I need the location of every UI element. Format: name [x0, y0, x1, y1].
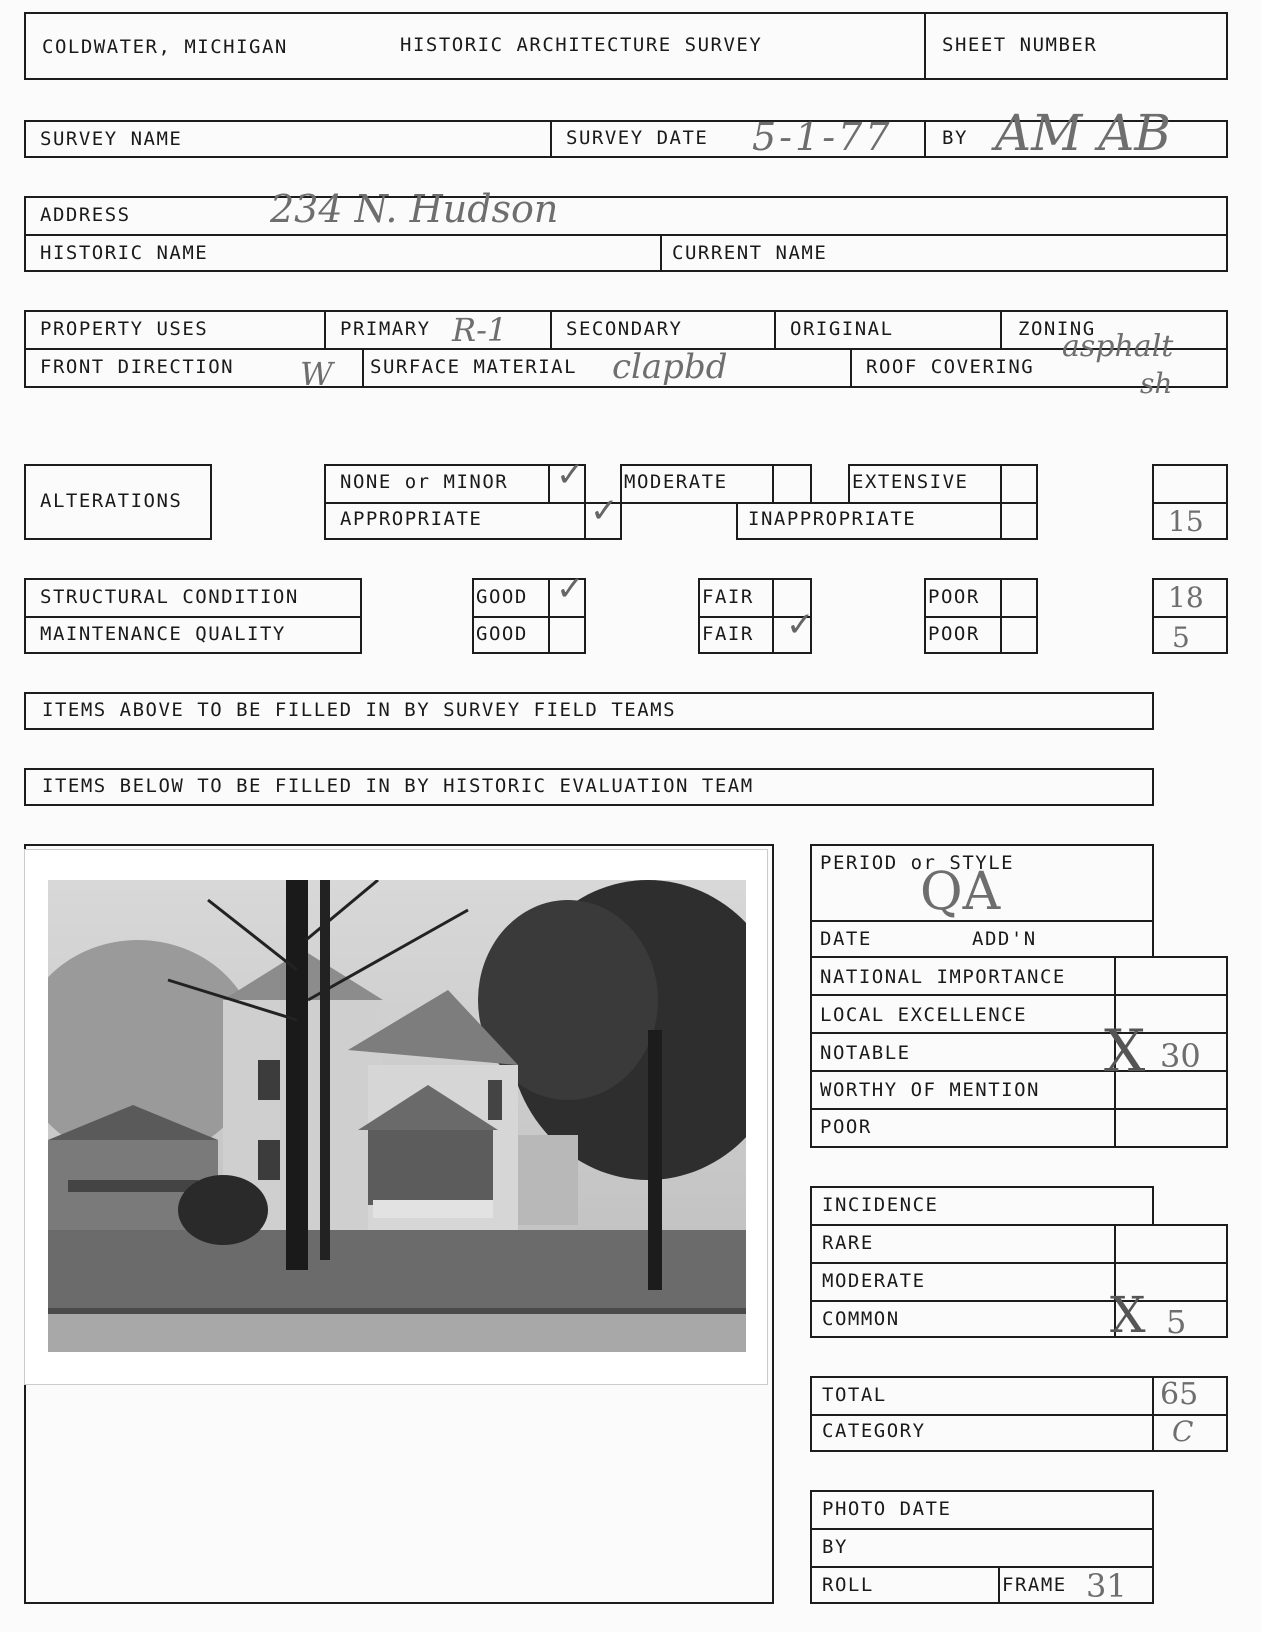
inappropriate-label: INAPPROPRIATE: [748, 508, 917, 530]
house-photo-image: [48, 880, 746, 1352]
extensive-label: EXTENSIVE: [852, 471, 969, 493]
prop-div-5: [362, 348, 364, 388]
poor-divider: [924, 616, 1038, 618]
items-below-note: ITEMS BELOW TO BE FILLED IN BY HISTORIC EVALUATION TEAM: [42, 775, 754, 797]
date-label: DATE: [820, 928, 872, 950]
items-above-note: ITEMS ABOVE TO BE FILLED IN BY SURVEY FIELD TEAMS: [42, 699, 677, 721]
sheet-number-label: SHEET NUMBER: [942, 34, 1098, 56]
front-direction-value[interactable]: W: [300, 355, 333, 393]
alterations-moderate-label: MODERATE: [624, 471, 728, 493]
frame-label: FRAME: [1002, 1574, 1067, 1596]
current-name-divider: [660, 234, 662, 272]
photo-date-label: PHOTO DATE: [822, 1498, 952, 1520]
good-checkcol: [548, 578, 550, 654]
local-excellence-label: LOCAL EXCELLENCE: [820, 1004, 1028, 1026]
addn-label: ADD'N: [972, 928, 1037, 950]
notable-score[interactable]: 30: [1160, 1037, 1201, 1075]
address-row-divider: [24, 234, 1228, 236]
rare-label: RARE: [822, 1232, 874, 1254]
total-value[interactable]: 65: [1160, 1377, 1199, 1412]
alterations-score-divider: [1152, 502, 1228, 504]
inc-div-1: [810, 1262, 1228, 1264]
category-value[interactable]: C: [1172, 1415, 1194, 1448]
none-minor-label: NONE or MINOR: [340, 471, 509, 493]
photo-by-label: BY: [822, 1536, 848, 1558]
alterations-label: ALTERATIONS: [40, 490, 183, 512]
current-name-label: CURRENT NAME: [672, 242, 828, 264]
roll-label: ROLL: [822, 1574, 874, 1596]
city-label: COLDWATER, MICHIGAN: [42, 36, 288, 58]
structural-fair-label: FAIR: [702, 586, 754, 608]
survey-date-label: SURVEY DATE: [566, 127, 709, 149]
survey-name-label: SURVEY NAME: [40, 128, 183, 150]
form-title: HISTORIC ARCHITECTURE SURVEY: [400, 34, 763, 56]
house-photograph: [48, 880, 746, 1352]
period-style-label: PERIOD or STYLE: [820, 852, 1015, 874]
front-direction-label: FRONT DIRECTION: [40, 356, 235, 378]
incidence-moderate-label: MODERATE: [822, 1270, 926, 1292]
prop-div-1: [324, 310, 326, 348]
survey-date-value[interactable]: 5-1-77: [752, 115, 893, 159]
structural-score[interactable]: 18: [1168, 581, 1204, 614]
appropriate-check[interactable]: ✓: [590, 491, 619, 531]
imp-div-4: [810, 1108, 1228, 1110]
totals-divider: [810, 1414, 1228, 1416]
national-importance-label: NATIONAL IMPORTANCE: [820, 966, 1066, 988]
fair-checkcol: [772, 578, 774, 654]
survey-by-value[interactable]: AM AB: [995, 104, 1172, 162]
good-divider: [472, 616, 586, 618]
condition-labels-divider: [24, 616, 362, 618]
none-minor-check[interactable]: ✓: [556, 455, 585, 495]
historic-name-label: HISTORIC NAME: [40, 242, 209, 264]
roof-covering-label: ROOF COVERING: [866, 356, 1035, 378]
prop-div-6: [850, 348, 852, 388]
maintenance-good-label: GOOD: [476, 623, 528, 645]
total-label: TOTAL: [822, 1384, 887, 1406]
roof-covering-value-2[interactable]: sh: [1140, 367, 1173, 400]
maintenance-fair-label: FAIR: [702, 623, 754, 645]
prop-div-3: [774, 310, 776, 348]
worthy-of-mention-label: WORTHY OF MENTION: [820, 1079, 1040, 1101]
primary-value[interactable]: R-1: [452, 311, 508, 349]
moderate-checkcell: [772, 464, 774, 504]
frame-divider: [998, 1566, 1000, 1604]
common-score[interactable]: 5: [1166, 1303, 1187, 1341]
alterations-score[interactable]: 15: [1168, 505, 1204, 538]
property-uses-label: PROPERTY USES: [40, 318, 209, 340]
extensive-checkcell: [1000, 464, 1002, 504]
survey-divider-1: [550, 120, 552, 158]
condition-score-divider: [1152, 616, 1228, 618]
header-divider: [924, 12, 926, 80]
secondary-label: SECONDARY: [566, 318, 683, 340]
prop-div-2: [550, 310, 552, 348]
frame-value[interactable]: 31: [1086, 1567, 1127, 1605]
imp-div-1: [810, 994, 1228, 996]
surface-material-label: SURFACE MATERIAL: [370, 356, 578, 378]
poor-checkcol: [1000, 578, 1002, 654]
surface-material-value[interactable]: clapbd: [612, 347, 728, 387]
original-label: ORIGINAL: [790, 318, 894, 340]
notable-mark[interactable]: X: [1104, 1017, 1146, 1085]
photo-info-div-1: [810, 1528, 1154, 1530]
maintenance-fair-check[interactable]: ✓: [786, 605, 815, 645]
common-mark[interactable]: X: [1110, 1286, 1146, 1344]
none-minor-checkcell: [548, 464, 550, 504]
address-label: ADDRESS: [40, 204, 131, 226]
period-style-value[interactable]: QA: [920, 862, 1001, 922]
appropriate-checkcell: [584, 502, 586, 540]
survey-by-label: BY: [942, 127, 968, 149]
structural-condition-label: STRUCTURAL CONDITION: [40, 586, 299, 608]
structural-good-check[interactable]: ✓: [556, 569, 585, 609]
notable-label: NOTABLE: [820, 1042, 911, 1064]
maintenance-poor-label: POOR: [928, 623, 980, 645]
zoning-label: ZONING: [1018, 318, 1096, 340]
address-value[interactable]: 234 N. Hudson: [270, 187, 559, 231]
appropriate-label: APPROPRIATE: [340, 508, 483, 530]
primary-label: PRIMARY: [340, 318, 431, 340]
common-label: COMMON: [822, 1308, 900, 1330]
evaluation-poor-label: POOR: [820, 1116, 872, 1138]
imp-div-2: [810, 1032, 1228, 1034]
maintenance-score[interactable]: 5: [1172, 621, 1190, 654]
structural-good-label: GOOD: [476, 586, 528, 608]
prop-div-4: [1000, 310, 1002, 348]
roof-covering-value-1[interactable]: asphalt: [1062, 329, 1174, 364]
inappropriate-checkcell: [1000, 502, 1002, 540]
structural-poor-label: POOR: [928, 586, 980, 608]
survey-divider-2: [924, 120, 926, 158]
inc-div-2: [810, 1300, 1228, 1302]
category-label: CATEGORY: [822, 1420, 926, 1442]
incidence-label: INCIDENCE: [822, 1194, 939, 1216]
maintenance-quality-label: MAINTENANCE QUALITY: [40, 623, 286, 645]
